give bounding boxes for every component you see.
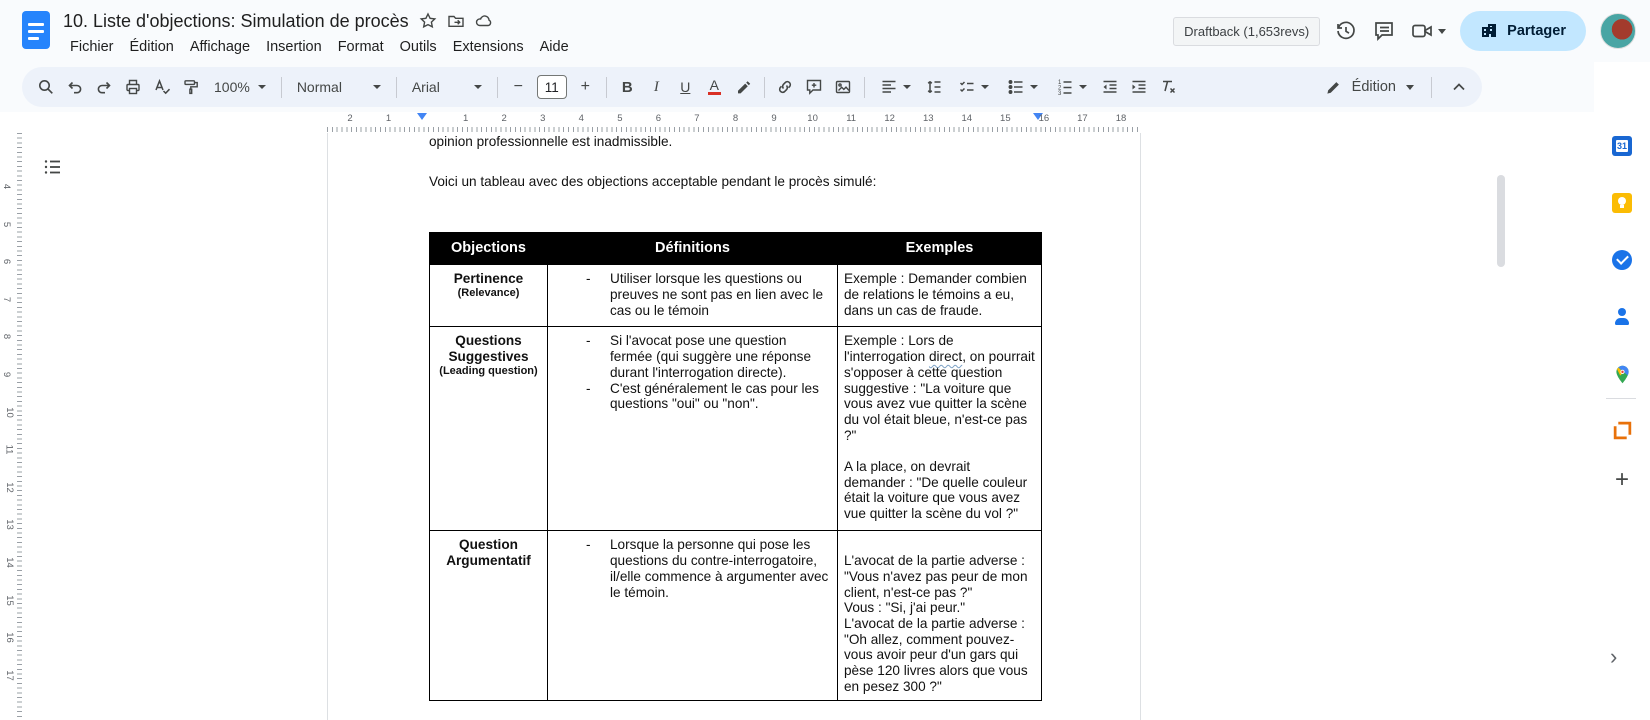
definition-cell[interactable]: - Si l'avocat pose une question fermée (qui suggère une réponse durant l'interrogation directe). - C'est généralement le cas pour les questions "oui" ou "non". xyxy=(548,327,838,531)
paragraph: Voici un tableau avec des objections acceptable pendant le procès simulé: xyxy=(429,173,877,189)
ruler-number: 13 xyxy=(922,113,934,124)
chevron-down-icon xyxy=(1438,29,1446,34)
decrease-font-size-icon[interactable]: − xyxy=(513,78,523,95)
page-right-edge xyxy=(1140,133,1141,720)
bulleted-list-icon xyxy=(1007,78,1025,96)
document-scrollbar[interactable] xyxy=(1497,175,1505,267)
example-line: Vous : "Si, j'ai peur." xyxy=(844,600,966,616)
google-contacts-icon[interactable] xyxy=(1604,299,1640,335)
table-row xyxy=(430,531,1042,701)
objections-table xyxy=(429,232,1042,701)
comments-icon[interactable] xyxy=(1372,19,1396,43)
ruler-number: 17 xyxy=(1077,113,1088,124)
ruler-number: 4 xyxy=(578,113,584,124)
decrease-indent-icon[interactable] xyxy=(1097,74,1124,101)
version-history-icon[interactable] xyxy=(1334,19,1358,43)
zoom-select[interactable]: 100% xyxy=(206,74,274,101)
menu-bar xyxy=(63,37,576,57)
ruler-number: 7 xyxy=(1,296,13,302)
google-keep-icon[interactable] xyxy=(1604,185,1640,221)
domain-share-icon xyxy=(1480,22,1498,40)
align-select[interactable] xyxy=(872,74,919,101)
ruler-number: 5 xyxy=(617,113,623,124)
search-menus-icon[interactable] xyxy=(32,74,59,101)
pencil-icon xyxy=(1325,79,1342,96)
checklist-select[interactable] xyxy=(950,74,997,101)
insert-link-icon[interactable] xyxy=(772,74,799,101)
document-title[interactable]: 10. Liste d'objections: Simulation de procès xyxy=(63,10,409,31)
ruler-number: 13 xyxy=(3,519,15,531)
spellcheck-icon[interactable] xyxy=(148,74,175,101)
redo-icon[interactable] xyxy=(90,74,117,101)
checklist-icon xyxy=(958,78,976,96)
ruler-number: 9 xyxy=(771,113,777,124)
example-line: L'avocat de la partie adverse : "Vous n'avez pas peur de mon client, n'est-ce pas ?" xyxy=(844,553,1028,600)
draftback-button[interactable]: Draftback (1,653revs) xyxy=(1173,17,1320,46)
objection-cell[interactable]: Question Argumentatif xyxy=(430,531,548,701)
ruler-number: 1 xyxy=(462,113,469,124)
ruler-number: 2 xyxy=(347,113,353,124)
vertical-ruler[interactable] xyxy=(0,133,24,720)
paragraph-styles-select[interactable]: Normal xyxy=(289,74,389,101)
example-line: L'avocat de la partie adverse : "Oh allez, comment pouvez-vous avoir peur d'un gars qui pèse 120 livres alors que vous en pesez 300 ?" xyxy=(844,615,1028,694)
objection-cell[interactable]: Questions Suggestives (Leading question) xyxy=(430,327,548,531)
align-left-icon xyxy=(880,78,898,96)
ruler-number: 5 xyxy=(1,221,13,227)
font-size-input[interactable]: 11 xyxy=(537,75,567,99)
underline-icon[interactable]: U xyxy=(680,79,691,95)
objection-cell[interactable]: Pertinence (Relevance) xyxy=(430,265,548,327)
separator xyxy=(396,77,397,98)
chevron-down-icon xyxy=(1079,85,1087,89)
move-to-folder-icon[interactable] xyxy=(447,12,465,30)
document-workspace xyxy=(0,112,1512,720)
ruler-number: 12 xyxy=(3,482,15,493)
top-bar xyxy=(0,0,1650,62)
chevron-down-icon xyxy=(981,85,989,89)
print-icon[interactable] xyxy=(119,74,146,101)
ruler-number: 14 xyxy=(3,557,15,568)
separator xyxy=(864,77,865,98)
video-camera-icon xyxy=(1410,19,1434,43)
undo-icon[interactable] xyxy=(61,74,88,101)
account-avatar[interactable] xyxy=(1600,13,1636,49)
increase-font-size-icon[interactable]: + xyxy=(580,78,590,95)
ruler-number: 17 xyxy=(3,670,15,681)
example-paragraph: A la place, on devrait demander : "De quelle couleur était la voiture que vous avez vue quitter la scène du vol ?" xyxy=(844,459,1028,522)
header-objections[interactable]: Objections xyxy=(430,233,548,265)
show-outline-icon[interactable] xyxy=(42,156,66,180)
ruler-number: 10 xyxy=(807,113,818,124)
ruler-ticks xyxy=(17,133,22,720)
ruler-number: 1 xyxy=(385,113,392,124)
paragraph: opinion professionnelle est inadmissible. xyxy=(429,134,673,149)
ruler-number: 15 xyxy=(1000,113,1011,124)
toolbar xyxy=(22,67,1482,107)
ruler-number: 6 xyxy=(1,259,13,265)
table-header-row xyxy=(430,233,1042,265)
definition-cell[interactable]: - Lorsque la personne qui pose les questions du contre-interrogatoire, il/elle commence à argumenter avec le témoin. xyxy=(548,531,838,701)
table-row xyxy=(430,327,1042,531)
separator xyxy=(281,77,282,98)
share-button[interactable] xyxy=(1460,11,1586,51)
example-cell[interactable]: Exemple : Demander combien de relations le témoins a eu, dans un cas de fraude. xyxy=(838,265,1042,327)
ruler-number: 7 xyxy=(694,113,700,124)
chevron-down-icon xyxy=(903,85,911,89)
menu-fichier[interactable]: Fichier xyxy=(70,39,114,55)
editing-mode-select[interactable]: Édition xyxy=(1315,79,1424,96)
close-side-panel-icon[interactable]: › xyxy=(1610,644,1618,669)
highlight-color-icon[interactable] xyxy=(730,74,757,101)
google-tasks-icon[interactable] xyxy=(1604,242,1640,278)
ruler-number: 6 xyxy=(655,113,662,124)
left-indent-marker[interactable] xyxy=(417,113,427,120)
google-docs-logo-icon[interactable] xyxy=(22,11,50,49)
ruler-number: 18 xyxy=(1115,113,1127,124)
side-panel-rail xyxy=(1594,62,1650,720)
separator xyxy=(1431,77,1432,98)
ruler-number: 11 xyxy=(3,444,15,455)
ruler-number: 16 xyxy=(3,632,15,643)
menu-extensions[interactable]: Extensions xyxy=(452,39,524,55)
ruler-number: 15 xyxy=(3,594,15,606)
bulleted-list-select[interactable] xyxy=(999,74,1046,101)
chevron-down-icon xyxy=(1406,85,1414,90)
separator xyxy=(497,77,498,98)
google-maps-icon[interactable] xyxy=(1604,356,1640,392)
line-spacing-icon[interactable] xyxy=(921,74,948,101)
chevron-down-icon xyxy=(474,85,482,89)
numbered-list-icon xyxy=(1056,78,1074,96)
ruler-number: 12 xyxy=(884,113,895,124)
get-addons-icon[interactable]: + xyxy=(1614,466,1629,493)
star-icon[interactable] xyxy=(419,12,437,30)
ruler-number: 11 xyxy=(846,113,857,124)
hide-menus-icon[interactable] xyxy=(1445,74,1472,101)
menu-insertion[interactable]: Insertion xyxy=(266,39,322,55)
header-exemples[interactable]: Exemples xyxy=(838,233,1042,265)
bold-icon[interactable]: B xyxy=(621,78,633,96)
ruler-number: 10 xyxy=(3,406,15,418)
menu-format[interactable]: Format xyxy=(337,39,384,55)
chevron-down-icon xyxy=(1030,85,1038,89)
ruler-number: 8 xyxy=(1,334,13,340)
clear-formatting-icon[interactable] xyxy=(1155,74,1182,101)
example-cell[interactable] xyxy=(838,531,1042,701)
separator xyxy=(606,77,607,98)
ruler-number: 8 xyxy=(732,113,739,124)
definition-cell[interactable]: - Utiliser lorsque les questions ou preuves ne sont pas en lien avec le cas ou le témoin xyxy=(548,265,838,327)
join-call-button[interactable] xyxy=(1410,19,1446,43)
rail-divider xyxy=(1606,398,1636,399)
font-select[interactable]: Arial xyxy=(404,74,490,101)
cloud-status-icon[interactable] xyxy=(475,12,493,30)
toolbar-row xyxy=(0,62,1650,112)
table-row xyxy=(430,265,1042,327)
ruler-number: 3 xyxy=(540,113,546,124)
menu-outils[interactable]: Outils xyxy=(399,39,437,55)
menu-affichage[interactable]: Affichage xyxy=(189,39,251,55)
svg-text:2: 2 xyxy=(1057,85,1062,92)
ruler-number: 16 xyxy=(1038,113,1050,124)
text-color-icon[interactable]: A xyxy=(709,77,719,93)
ruler-number: 2 xyxy=(501,113,507,124)
google-calendar-icon[interactable]: 31 xyxy=(1604,128,1640,164)
separator xyxy=(764,77,765,98)
example-cell[interactable] xyxy=(838,327,1042,531)
ruler-number: 4 xyxy=(1,183,13,190)
ruler-ticks xyxy=(327,127,1140,132)
italic-icon[interactable]: I xyxy=(653,78,659,95)
menu-edition[interactable]: Édition xyxy=(129,39,174,55)
add-comment-icon[interactable] xyxy=(801,74,828,101)
svg-text:1: 1 xyxy=(1057,80,1062,86)
example-paragraph: Exemple : Lors de l'interrogation direct, on pourrait s'opposer à cette question suggestive : "La voiture que vous avez vue quitter la scène du vol était bleue, n'est-ce pas ?" xyxy=(844,333,1035,443)
addon-icon[interactable] xyxy=(1604,412,1640,448)
horizontal-ruler[interactable] xyxy=(327,112,1140,133)
header-definitions[interactable]: Définitions xyxy=(548,233,838,265)
paint-format-icon[interactable] xyxy=(177,74,204,101)
numbered-list-select[interactable] xyxy=(1048,74,1095,101)
misspelled-word: direct xyxy=(928,349,963,365)
ruler-number: 9 xyxy=(1,371,13,378)
menu-aide[interactable]: Aide xyxy=(539,39,569,55)
svg-text:3: 3 xyxy=(1057,91,1062,96)
ruler-number: 14 xyxy=(961,113,973,124)
insert-image-icon[interactable] xyxy=(830,74,857,101)
document-page[interactable] xyxy=(328,133,1140,720)
share-label: Partager xyxy=(1507,23,1566,39)
chevron-down-icon xyxy=(258,85,266,89)
increase-indent-icon[interactable] xyxy=(1126,74,1153,101)
chevron-down-icon xyxy=(373,85,381,89)
